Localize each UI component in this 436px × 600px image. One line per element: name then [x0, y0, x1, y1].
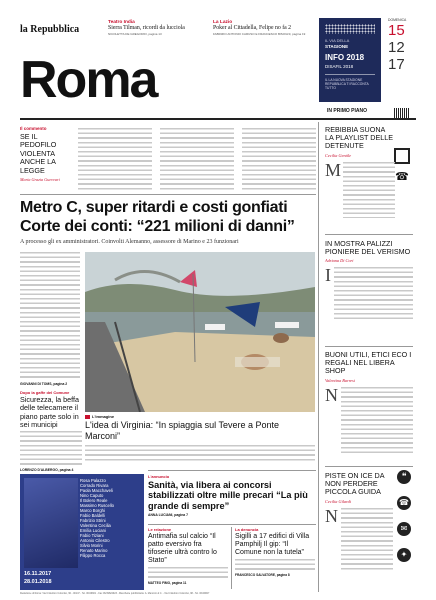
sanita-rule [148, 470, 316, 471]
promo-name: Fabio Baldelli [80, 513, 106, 518]
bottom-story-title: Antimafia sul calcio “Il patto eversivo fra tifoserie ultrà contro lo Stato” [148, 533, 217, 564]
caption-body [85, 445, 315, 461]
right-story-title: PISTE ON ICE DA NON PERDERE PICCOLA GUIDA [325, 471, 385, 497]
council-body [20, 431, 82, 467]
body-lines [341, 508, 393, 572]
right-story-3[interactable] [325, 351, 413, 455]
bottom-story-byline: FRANCESCO SALVATORE, pagina 8 [235, 573, 290, 577]
ad-footer: IL LA NUOVA STAGIONE REPUBBLICA TI RACCONTA TUTTO [325, 78, 369, 91]
section-tag: IN PRIMO PIANO [327, 108, 368, 114]
bottom-story-2[interactable] [235, 527, 315, 577]
teaser-1[interactable] [108, 20, 208, 36]
phone-icon: ☎ [395, 171, 409, 183]
promo-name: Marco Borghi [80, 508, 105, 513]
right-story-4[interactable] [325, 472, 393, 572]
main-story-body [20, 252, 80, 380]
city-title: Roma [20, 51, 157, 109]
right-rule-3 [325, 466, 413, 467]
bottom-story-1[interactable] [148, 527, 228, 585]
dot-grid-icon [325, 24, 375, 34]
main-headline-1: Metro C, super ritardi e costi gonfiati [20, 199, 288, 216]
bottom-story-body [148, 567, 228, 581]
mail-icon: ✉ [397, 522, 411, 536]
top-text-columns [78, 128, 316, 190]
promo-name: Renato Marino [80, 548, 108, 553]
bottom-story-byline: MATTEO FIMO, pagina 11 [148, 581, 187, 585]
main-subhead: A processo gli ex amministratori. Coinvolti Alemanno, assessore di Marino e 23 funzionari [20, 239, 239, 245]
promo-name: Rosa Palazzo [80, 478, 106, 483]
editorial[interactable] [20, 126, 72, 182]
promo-names [80, 478, 140, 558]
sanita-story[interactable] [148, 474, 316, 517]
ad-line-2: STAGIONE [325, 44, 349, 49]
promo-box[interactable] [20, 474, 144, 590]
quote-icon: ❝ [397, 470, 411, 484]
right-story-title: IN MOSTRA PALIZZI PIONIERE DEL VERISMO [325, 239, 411, 257]
editorial-kicker: Il commento [20, 126, 47, 131]
qr-icon [394, 148, 410, 164]
promo-name: Fabio Tiziani [80, 533, 104, 538]
dropcap: M [325, 159, 342, 180]
dropcap: I [325, 265, 331, 286]
main-headline-2: Corte dei conti: “221 milioni di danni” [20, 218, 295, 235]
advertisement-box[interactable] [319, 18, 381, 102]
right-bottom-icons [397, 470, 413, 562]
map-icon: ✦ [397, 548, 411, 562]
main-story[interactable] [20, 198, 316, 246]
photo-tag: L'immagine [92, 414, 115, 419]
teaser-title: Poker al Cittadella, Felipe no fa 2 [213, 25, 292, 31]
header-rule [20, 118, 416, 120]
ad-divider [325, 74, 375, 75]
promo-date: 16.11.2017 [24, 571, 52, 577]
ad-line-1: IL VIA DELLA [325, 38, 350, 43]
promo-name: Silvio Morini [80, 543, 103, 548]
promo-name: Nino Caputo [80, 493, 104, 498]
right-story-2[interactable] [325, 240, 413, 319]
promo-name: Corrado Rivara [80, 483, 109, 488]
promo-name: Antonio Cilestro [80, 538, 110, 543]
right-story-author: Cecilia Gilardi [325, 498, 351, 504]
body-lines [343, 162, 395, 218]
teaser-kicker: La Lazio [213, 20, 233, 25]
promo-image [24, 478, 78, 568]
date-month: 12 [388, 39, 405, 56]
photo-illustration [85, 252, 315, 412]
beach-photo[interactable] [85, 252, 315, 412]
date-day: 15 [388, 22, 405, 39]
camera-icon [85, 415, 90, 419]
promo-name: Fabrizio Strini [80, 518, 106, 523]
right-story-1[interactable] [325, 126, 395, 218]
promo-name: Emilia Luciani [80, 528, 106, 533]
bottom-rule [148, 524, 316, 525]
teaser-2[interactable] [213, 20, 323, 36]
ad-line-3: DISAFIL 2018 [325, 64, 354, 69]
teaser-kicker: Teatro India [108, 20, 135, 25]
body-lines [334, 267, 413, 319]
barcode-icon [394, 108, 410, 118]
editorial-author: Maria Grazia Guevvari [20, 177, 60, 183]
bottom-story-kicker: Le relazione [148, 527, 172, 532]
editorial-title: SE IL PEDOFILO VIOLENTA ANCHE LA LEGGE [20, 132, 57, 175]
date-box [388, 18, 416, 102]
main-story-byline: GIOVANNI DI TOMS, pagina 2 [20, 382, 68, 386]
teaser-byline: NICOLETTA DE GREGORIO, pagina 13 [108, 32, 162, 36]
teaser-title: Sierra Tilman, ricordi da lucciola [108, 25, 185, 31]
body-lines [341, 387, 413, 455]
council-kicker: Dopo la gaffe del Comune [20, 390, 70, 395]
right-story-author: Cecilia Gentile [325, 152, 352, 158]
right-story-author: Valentina Barresi [325, 377, 356, 383]
right-col-divider [318, 122, 319, 592]
right-story-author: Adriana Di Cori [325, 258, 354, 264]
photo-caption-block[interactable] [85, 414, 315, 461]
council-title: Sicurezza, la beffa delle telecamere il piano parte solo in sei municipi [20, 395, 79, 429]
bottom-story-kicker: La denuncia [235, 527, 259, 532]
main-story-rule [20, 194, 316, 195]
phone-icon: ☎ [397, 496, 411, 510]
promo-name: Il Bolero Reale [80, 498, 108, 503]
masthead [20, 18, 416, 118]
promo-name: Valentina Cecilia [80, 523, 111, 528]
promo-name: Massimo Ruscello [80, 503, 114, 508]
promo-date-2: 28.01.2018 [24, 579, 52, 585]
sanita-kicker: L'annuncio [148, 474, 170, 479]
right-story-title: BUONI UTILI, ETICI ECO I REGALI NEL LIBERA SHOP [325, 350, 412, 376]
dropcap: N [325, 505, 338, 526]
promo-name: Paola Macchaveli [80, 488, 113, 493]
bottom-story-title: Sigilli a 17 edifici di Villa Pamphilj Il gip: “Il Comune non la tutela” [235, 533, 310, 556]
newspaper-logo[interactable]: la Repubblica [20, 24, 80, 35]
right-rule-2 [325, 346, 413, 347]
date-year: 17 [388, 56, 405, 73]
right-rule-1 [325, 234, 413, 235]
sanita-byline: ANNA LUCIANI, pagina 7 [148, 513, 188, 518]
photo-caption: L'idea di Virginia: “In spiaggia sul Tevere a Ponte Marconi” [85, 420, 280, 441]
teaser-byline: FABRIZIO ANTONIO CARUSO E FRANCESCO BISOGNI, pagina 19 [213, 32, 306, 36]
bottom-col-divider [231, 527, 232, 589]
day-label: DOMENICA [388, 18, 407, 22]
sanita-title: Sanità, via libera ai concorsi stabilizzati oltre mille precari “La più grande di sempre” [148, 480, 308, 511]
bottom-story-body [235, 559, 315, 573]
dropcap: N [325, 384, 338, 405]
right-story-title: REBIBBIA SUONA LA PLAYLIST DELLE DETENUTE [325, 125, 394, 151]
council-story[interactable] [20, 390, 82, 472]
council-byline: LORENZO D'ALBERGO, pagina 4 [20, 468, 74, 473]
promo-name: Filippo Rocca [80, 553, 106, 558]
ad-title: INFO 2018 [325, 53, 365, 62]
footer-credits: Redazione di Roma: Via Cristoforo Colombo, 90 - 00147 - Tel. 06/49821 - Fax 06/49822923 - Manchette pubblicitaria: A. Manzoni & C. - Via Cristoforo Colombo, 98 - Tel. 06/49827 [20, 592, 210, 595]
